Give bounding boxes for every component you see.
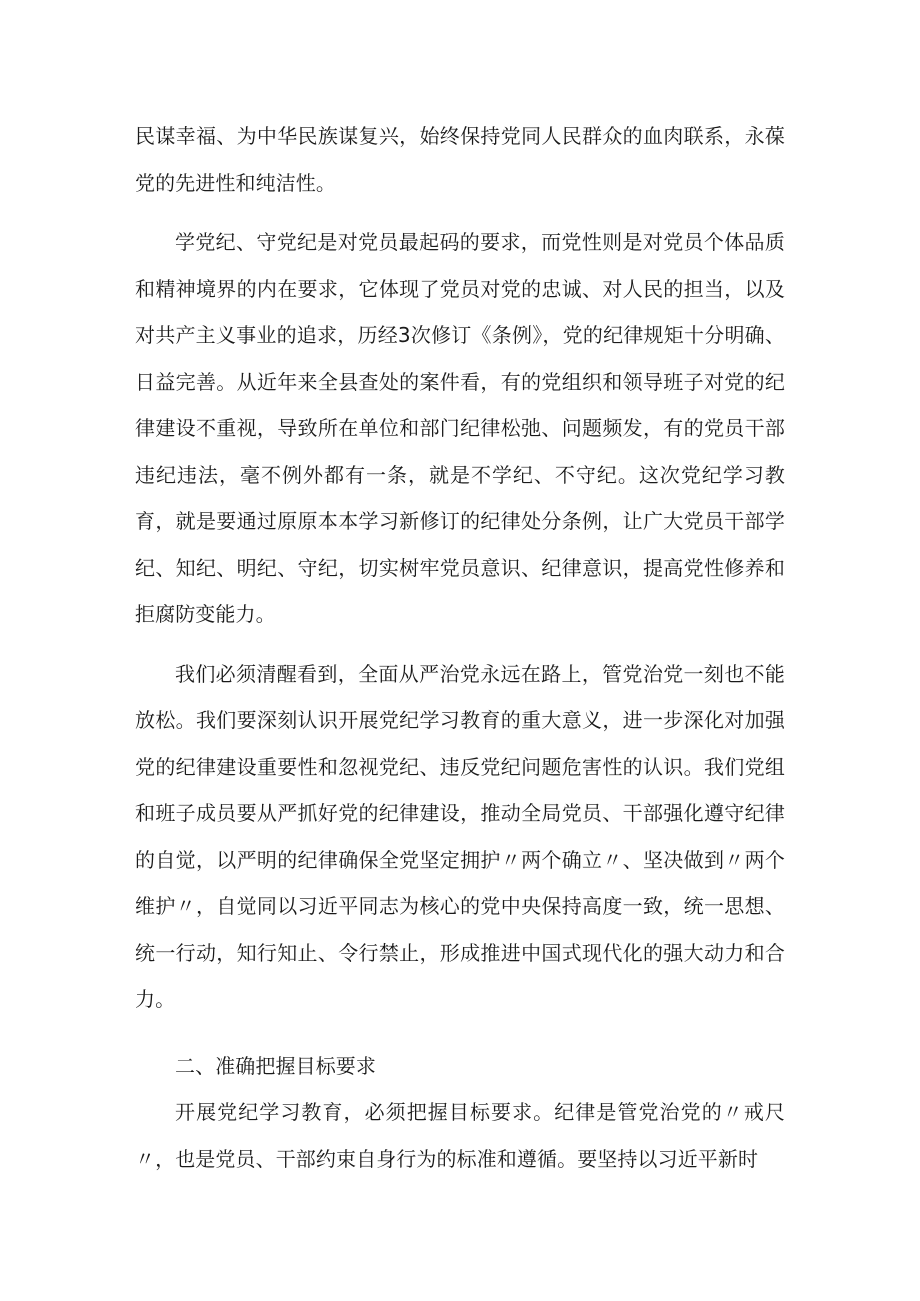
paragraph-continuation: 民谋幸福、为中华民族谋复兴，始终保持党同人民群众的血肉联系，永葆党的先进性和纯洁性。 [135, 124, 785, 195]
document-body [135, 113, 785, 1182]
section-heading: 二、准确把握目标要求 [175, 1053, 376, 1078]
paragraph-strict-governance: 我们必须清醒看到，全面从严治党永远在路上，管党治党一刻也不能放松。我们要深刻认识开展党纪学习教育的重大意义，进一步深化对加强党的纪律建设重要性和忽视党纪、违反党纪问题危害性的认识。我们党组和班子成员要从严抓好党的纪律建设，推动全局党员、干部强化遵守纪律的自觉，以严明的纪律确保全党坚定拥护〃两个确立〃、坚决做到〃两个维护〃，自觉同以习近平同志为核心的党中央保持高度一致，统一思想、统一行动，知行知止、令行禁止，形成推进中国式现代化的强大动力和合力。 [135, 661, 785, 1011]
paragraph-party-discipline: 学党纪、守党纪是对党员最起码的要求，而党性则是对党员个体品质和精神境界的内在要求，它体现了党员对党的忠诚、对人民的担当，以及对共产主义事业的追求，历经3次修订《条例》，党的纪律规矩十分明确、日益完善。从近年来全县查处的案件看，有的党组织和领导班子对党的纪律建设不重视，导致所在单位和部门纪律松弛、问题频发，有的党员干部违纪违法，毫不例外都有一条，就是不学纪、不守纪。这次党纪学习教育，就是要通过原原本本学习新修订的纪律处分条例，让广大党员干部学纪、知纪、明纪、守纪，切实树牢党员意识、纪律意识，提高党性修养和拒腐防变能力。 [135, 230, 785, 626]
paragraph-target-requirements: 开展党纪学习教育，必须把握目标要求。纪律是管党治党的〃戒尺〃，也是党员、干部约束自身行为的标准和遵循。要坚持以习近平新时 [135, 1100, 785, 1171]
